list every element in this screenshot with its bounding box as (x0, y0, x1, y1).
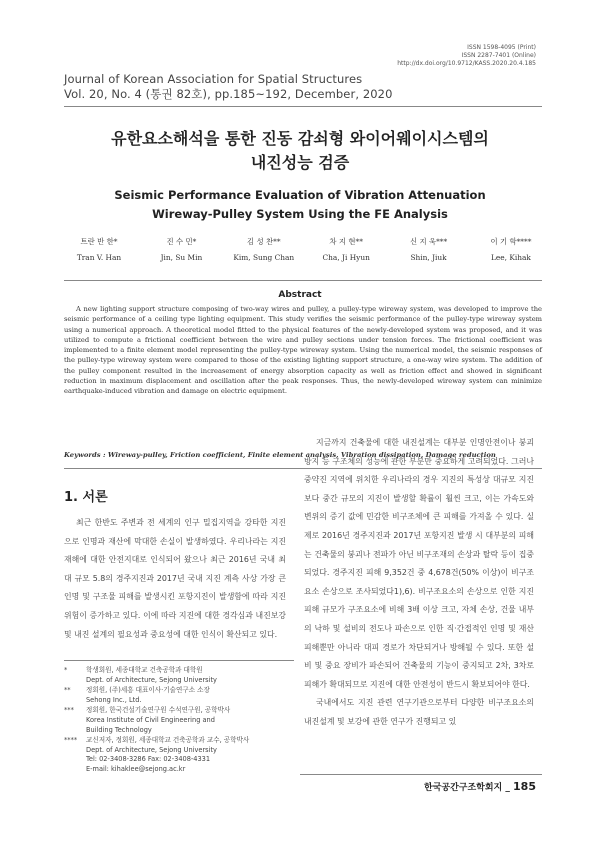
footnote-line: Building Technology (86, 725, 152, 734)
author (307, 234, 385, 266)
footnote-mark: ** (64, 686, 71, 695)
author-name-en: Kim, Sung Chan (233, 253, 295, 262)
footnote-divider (64, 660, 294, 661)
footnote-line: 정회원, 한국건설기술연구원 수석연구원, 공학박사 (86, 706, 231, 715)
korean-title-line1: 유한요소해석을 통한 진동 감쇠형 와이어웨이시스템의 (111, 129, 489, 148)
english-title-line2: Wireway-Pulley System Using the FE Analysis (152, 207, 448, 221)
footnote-mark: *** (64, 706, 74, 715)
footnote-mark: * (64, 666, 68, 674)
author-name-ko: 김 성 찬** (247, 237, 281, 246)
keywords: Keywords : Wireway-pulley, Friction coefficient, Finite element analysis, Vibration dissipation, Damage reduction (64, 451, 496, 459)
author-name-en: Lee, Kihak (491, 253, 531, 262)
right-column (304, 434, 534, 732)
footnote-email[interactable]: E-mail: kihaklee@sejong.ac.kr (86, 764, 186, 773)
footer-separator: _ (505, 783, 510, 793)
journal-name: Journal of Korean Association for Spatial Structures (64, 72, 363, 86)
footnote-line: 교신저자, 정회원, 세종대학교 건축공학과 교수, 공학박사 (86, 736, 250, 745)
korean-title (0, 127, 600, 175)
author-name-ko: 차 지 현** (329, 237, 363, 246)
body-paragraph: 국내에서도 지진 관련 연구기관으로부터 다양한 비구조요소의 내진설계 및 보강에 관한 연구가 진행되고 있 (304, 698, 534, 726)
author (60, 234, 138, 266)
author (225, 234, 303, 266)
english-title-line1: Seismic Performance Evaluation of Vibration Attenuation (114, 188, 486, 202)
abstract-body: A new lighting support structure composing of two-way wires and pulley, a pulley-type wireway system, was developed to improve the seismic performance of a ceiling type lighting equipment. This study verifies the seismic performance of the pulley-type wireway system using a numerical approach. A theoretical model fitted to the physical features of the newly-developed system was proposed, and it was utilized to compute a frictional coefficient between the wire and pulley sections under tension forces. The frictional coefficient was implemented to a finite element model representing the pulley-type wireway system. Using the numerical model, the seismic responses of the pulley-type wireway system were compared to those of the existing lighting support structure, a one-way wire system. The addition of the pulley component resulted in the increasement of energy absorption capacity as well as friction effect and showed in significant reduction in maximum displacement and oscillation after the peak responses. Thus, the newly-developed wireway system can minimize earthquake-induced vibration and damage on electric equipment. (64, 305, 542, 396)
author-name-ko: 트란 반 한* (80, 237, 118, 246)
author (472, 234, 550, 266)
footnote (64, 736, 294, 774)
english-title (0, 186, 600, 224)
korean-title-line2: 내진성능 검증 (250, 153, 350, 172)
footnote-line: 학생회원, 세종대학교 건축공학과 대학원 (86, 666, 203, 674)
author-name-ko: 진 수 민* (166, 237, 197, 246)
footnote (64, 706, 294, 735)
page-footer (424, 780, 536, 793)
left-column (64, 514, 286, 644)
footnote-mark: **** (64, 736, 78, 745)
section-heading: 1. 서론 (64, 490, 108, 505)
author-name-en: Tran V. Han (76, 253, 122, 262)
footnote-line: Dept. of Architecture, Sejong University (86, 675, 217, 684)
author-name-en: Shin, Jiuk (410, 253, 447, 262)
footnotes (64, 666, 294, 776)
body-paragraph: 최근 한반도 주변과 전 세계의 인구 밀집지역을 강타한 지진으로 인명과 재산에 막대한 손실이 발생하였다. 우리나라는 지진 재해에 대한 안전지대로 인식되어 왔으나 최근 2016년 국내 최대 규모 5.8의 경주지진과 2017년 국내 지진 계측 사상 가장 큰 인명 및 구조물 피해를 발생시킨 포항지진이 발생함에 따라 지진 위험이 증가하고 있다. 이에 따라 지진에 대한 경각심과 내진보강 및 내진 설계의 필요성과 중요성에 대한 인식이 확산되고 있다. (64, 518, 286, 639)
journal-header (64, 72, 393, 102)
page-number: 185 (513, 780, 536, 793)
footer-journal-name: 한국공간구조학회지 (424, 783, 503, 793)
header-divider (64, 106, 542, 107)
issn-print: ISSN 1598-4095 (Print) (467, 44, 536, 51)
author (142, 234, 220, 266)
footer-divider (300, 774, 542, 775)
issn-online: ISSN 2287-7401 (Online) (461, 52, 536, 59)
footnote-line: Dept. of Architecture, Sejong University (86, 745, 217, 754)
footnote-line: Sehong Inc., Ltd. (86, 695, 142, 704)
author (390, 234, 468, 266)
author-name-en: Jin, Su Min (160, 253, 203, 262)
authors-divider (64, 280, 542, 281)
volume-line: Vol. 20, No. 4 (통권 82호), pp.185~192, December, 2020 (64, 87, 393, 101)
author-name-ko: 이 기 학**** (490, 237, 532, 246)
footnote (64, 686, 294, 705)
footnote (64, 666, 294, 685)
footnote-line: 정회원, (주)세흥 대표이사·기술연구소 소장 (86, 686, 210, 695)
footnote-line: Tel: 02-3408-3286 Fax: 02-3408-4331 (86, 755, 211, 764)
issn-block (397, 44, 536, 68)
doi-link[interactable]: http://dx.doi.org/10.9712/KASS.2020.20.4.185 (397, 60, 536, 67)
footnote-line: Korea Institute of Civil Engineering and (86, 715, 215, 724)
author-name-ko: 신 지 욱*** (409, 237, 448, 246)
body-paragraph: 지금까지 건축물에 대한 내진설계는 대부분 인명안전이나 붕괴 방지 등 구조체의 성능에 관한 부분만 중요하게 고려되었다. 그러나 중약진 지역에 위치한 우리나라의 경우 지진의 특성상 대규모 지진보다 중간 규모의 지진이 발생할 확률이 훨씬 크고, 이는 가속도와 변위의 증기 값에 민감한 비구조체에 큰 피해를 가져올 수 있다. 실제로 2016년 경주지진과 2017년 포항지진 발생 시 대부분의 피해는 건축물의 붕괴나 전파가 아닌 비구조재의 손상과 탈락 등이 집중되었다. 경주지진 피해 9,352건 중 4,678건(50% 이상)이 비구조요소 손상으로 조사되었다1),6). 비구조요소의 손상으로 인한 지진피해 규모가 구조요소에 비해 3배 이상 크고, 자체 손상, 건물 내부의 낙하 및 설비의 전도나 파손으로 인한 직·간접적인 인명 및 재산 피해뿐만 아니라 대피 경로가 차단되거나 방해될 수 있다. 또한 설비 및 중요 장비가 파손되어 건축물의 기능이 중지되고 2차, 3차로 피해가 확대되므로 지진에 대한 안전성이 반드시 확보되어야 한다. (304, 438, 534, 689)
author-list (60, 234, 550, 266)
abstract-heading: Abstract (278, 290, 322, 300)
author-name-en: Cha, Ji Hyun (322, 253, 370, 262)
